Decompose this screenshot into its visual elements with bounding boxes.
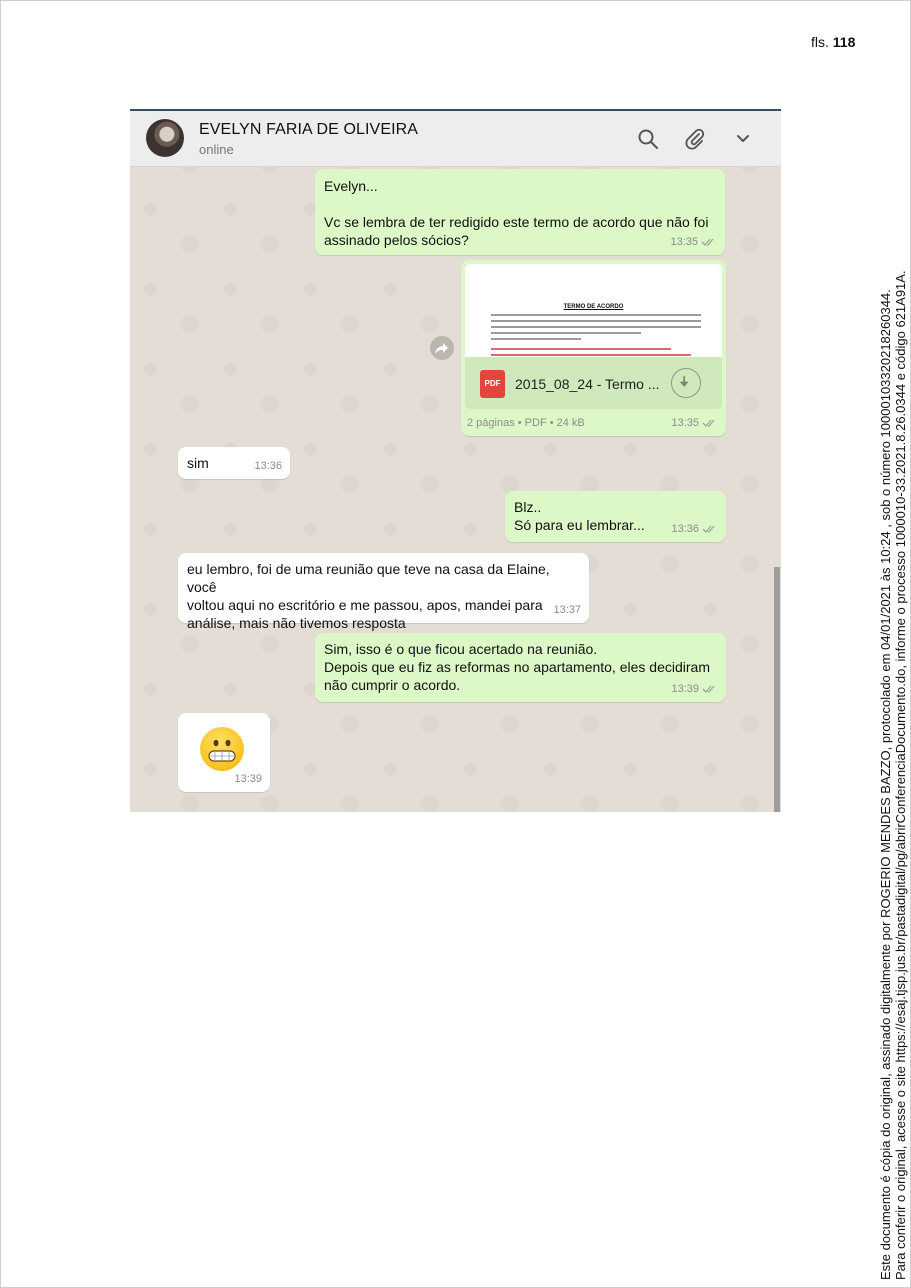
scrollbar[interactable] [774,567,780,812]
certification-line-2: Para conferir o original, acesse o site https://esaj.tjsp.jus.br/pastadigital/pg/abrirConferenciaDocumento.do, informe o processo 1000010-33.2021.8.26.0344 e código 621A91A. [893,270,908,1280]
double-check-icon [702,524,718,534]
message-time: 13:35 [671,417,699,429]
message-meta [671,520,718,538]
paperclip-icon[interactable] [684,128,706,150]
chat-window [130,109,781,812]
message-outgoing[interactable] [315,633,726,702]
certification-text [878,210,908,1280]
message-incoming[interactable] [178,447,290,479]
message-text: Sim, isso é o que ficou acertado na reunião. Depois que eu fiz as reformas no apartamento, eles decidiram não cumprir o acordo. [324,641,710,693]
search-icon[interactable] [637,128,659,150]
message-time: 13:36 [671,523,699,535]
contact-name[interactable]: EVELYN FARIA DE OLIVEIRA [199,121,419,138]
page-number-value: 118 [832,34,856,50]
message-text: Blz.. Só para eu lembrar... [514,499,645,533]
forward-icon [430,336,454,360]
chevron-down-icon[interactable] [732,128,754,150]
message-meta [670,233,717,251]
message-outgoing[interactable] [505,491,726,542]
message-time: 13:36 [254,460,282,472]
message-document[interactable] [461,260,726,436]
message-incoming-emoji[interactable] [178,713,270,792]
document-info: 2 páginas • PDF • 24 kB [467,417,585,429]
message-meta [254,457,282,475]
document-bar[interactable] [465,357,722,409]
message-text: eu lembro, foi de uma reunião que teve na casa da Elaine, você voltou aqui no escritório e me passou, apos, mandei para análise, mais não tivemos resposta [187,561,550,631]
message-time: 13:35 [670,236,698,248]
message-time: 13:39 [671,683,699,695]
document-name: 2015_08_24 - Termo ... [515,376,660,392]
message-meta [671,680,718,698]
document-preview[interactable] [465,264,722,357]
download-button[interactable] [671,368,701,398]
contact-status: online [199,142,234,157]
certification-line-1: Este documento é cópia do original, assinado digitalmente por ROGERIO MENDES BAZZO, protocolado em 04/01/2021 às 10:24 , sob o número 10000103320218260344. [878,289,893,1280]
document-preview-title: TERMO DE ACORDO [563,304,624,310]
message-outgoing[interactable] [315,169,725,255]
download-icon [672,369,699,396]
double-check-icon [702,684,718,694]
message-text: Evelyn... Vc se lembra de ter redigido este termo de acordo que não foi assinado pelos sócios? [324,178,709,248]
chat-header [130,109,781,167]
forward-button[interactable] [430,336,454,360]
page-number [811,34,855,50]
double-check-icon [702,418,718,428]
double-check-icon [701,237,717,247]
grimacing-face-icon [200,727,244,771]
message-time: 13:39 [234,773,262,785]
message-meta [671,414,718,432]
message-incoming[interactable] [178,553,589,631]
pdf-icon: PDF [480,370,505,398]
avatar[interactable] [146,119,184,157]
message-meta [553,601,581,619]
page-number-label: fls. [811,34,829,50]
message-text: sim [187,455,209,471]
message-meta [234,770,262,788]
message-time: 13:37 [553,604,581,616]
